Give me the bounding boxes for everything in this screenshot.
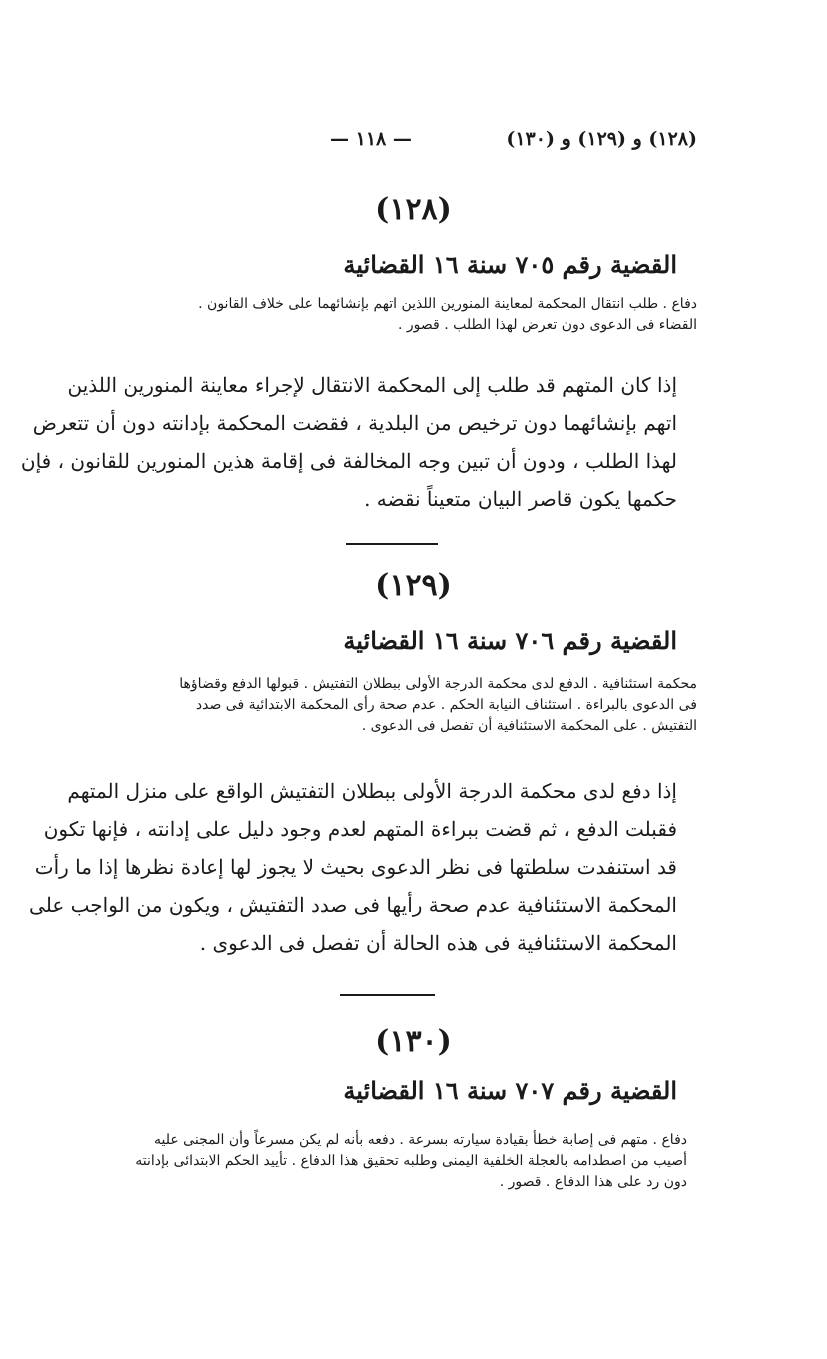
case-body-129 [29, 772, 677, 962]
page-number: — ١١٨ — [330, 128, 412, 150]
case-body-128 [20, 366, 677, 518]
case-summary-128 [117, 294, 697, 336]
summary-line: محكمة استئنافية . الدفع لدى محكمة الدرجة الأولى ببطلان التفتيش . قبولها الدفع وقضاؤها [179, 676, 697, 692]
case-title-129: القضية رقم ٧٠٦ سنة ١٦ القضائية [343, 626, 677, 655]
case-number-130: (١٣٠) [375, 1024, 452, 1059]
body-line: إذا كان المتهم قد طلب إلى المحكمة الانتقال لإجراء معاينة المنورين اللذين [67, 373, 677, 397]
body-line: قد استنفدت سلطتها فى نظر الدعوى بحيث لا يجوز لها إعادة نظرها إذا ما رأت [34, 855, 677, 879]
summary-line: دفاع . طلب انتقال المحكمة لمعاينة المنورين اللذين اتهم بإنشائهما على خلاف القانون . [198, 296, 697, 312]
summary-line: دفاع . متهم فى إصابة خطأ بقيادة سيارته بسرعة . دفعه بأنه لم يكن مسرعاً وأن المجنى عليه [154, 1132, 687, 1148]
header-case-numbers: (١٢٨) و (١٢٩) و (١٣٠) [506, 128, 697, 150]
running-header [330, 128, 697, 158]
summary-line: القضاء فى الدعوى دون تعرض لهذا الطلب . قصور . [398, 317, 697, 333]
body-line: اتهم بإنشائهما دون ترخيص من البلدية ، فقضت المحكمة بإدانته دون أن تتعرض [32, 411, 677, 435]
case-title-128: القضية رقم ٧٠٥ سنة ١٦ القضائية [343, 250, 677, 279]
body-line: حكمها يكون قاصر البيان متعيناً نقضه . [364, 487, 677, 511]
section-divider [340, 994, 435, 996]
body-line: فقبلت الدفع ، ثم قضت ببراءة المتهم لعدم وجود دليل على إدانته ، فإنها تكون [43, 817, 677, 841]
summary-line: دون رد على هذا الدفاع . قصور . [499, 1174, 687, 1190]
case-number-129: (١٢٩) [375, 568, 452, 603]
summary-line: فى الدعوى بالبراءة . استئناف النيابة الحكم . عدم صحة رأى المحكمة الابتدائية فى صدد [195, 697, 697, 713]
summary-line: التفتيش . على المحكمة الاستئنافية أن تفصل فى الدعوى . [361, 718, 697, 734]
case-summary-129 [117, 674, 697, 737]
body-line: المحكمة الاستئنافية عدم صحة رأيها فى صدد التفتيش ، ويكون من الواجب على [29, 893, 677, 917]
case-summary-130 [117, 1130, 687, 1193]
summary-line: أصيب من اصطدامه بالعجلة الخلفية اليمنى وطلبه تحقيق هذا الدفاع . تأييد الحكم الابتدائى بإدانته [135, 1153, 687, 1169]
section-divider [346, 543, 438, 545]
body-line: المحكمة الاستئنافية فى هذه الحالة أن تفصل فى الدعوى . [199, 931, 677, 955]
case-title-130: القضية رقم ٧٠٧ سنة ١٦ القضائية [343, 1076, 677, 1105]
body-line: لهذا الطلب ، ودون أن تبين وجه المخالفة فى إقامة هذين المنورين للقانون ، فإن [20, 449, 677, 473]
body-line: إذا دفع لدى محكمة الدرجة الأولى ببطلان التفتيش الواقع على منزل المتهم [67, 779, 677, 803]
case-number-128: (١٢٨) [375, 192, 452, 227]
